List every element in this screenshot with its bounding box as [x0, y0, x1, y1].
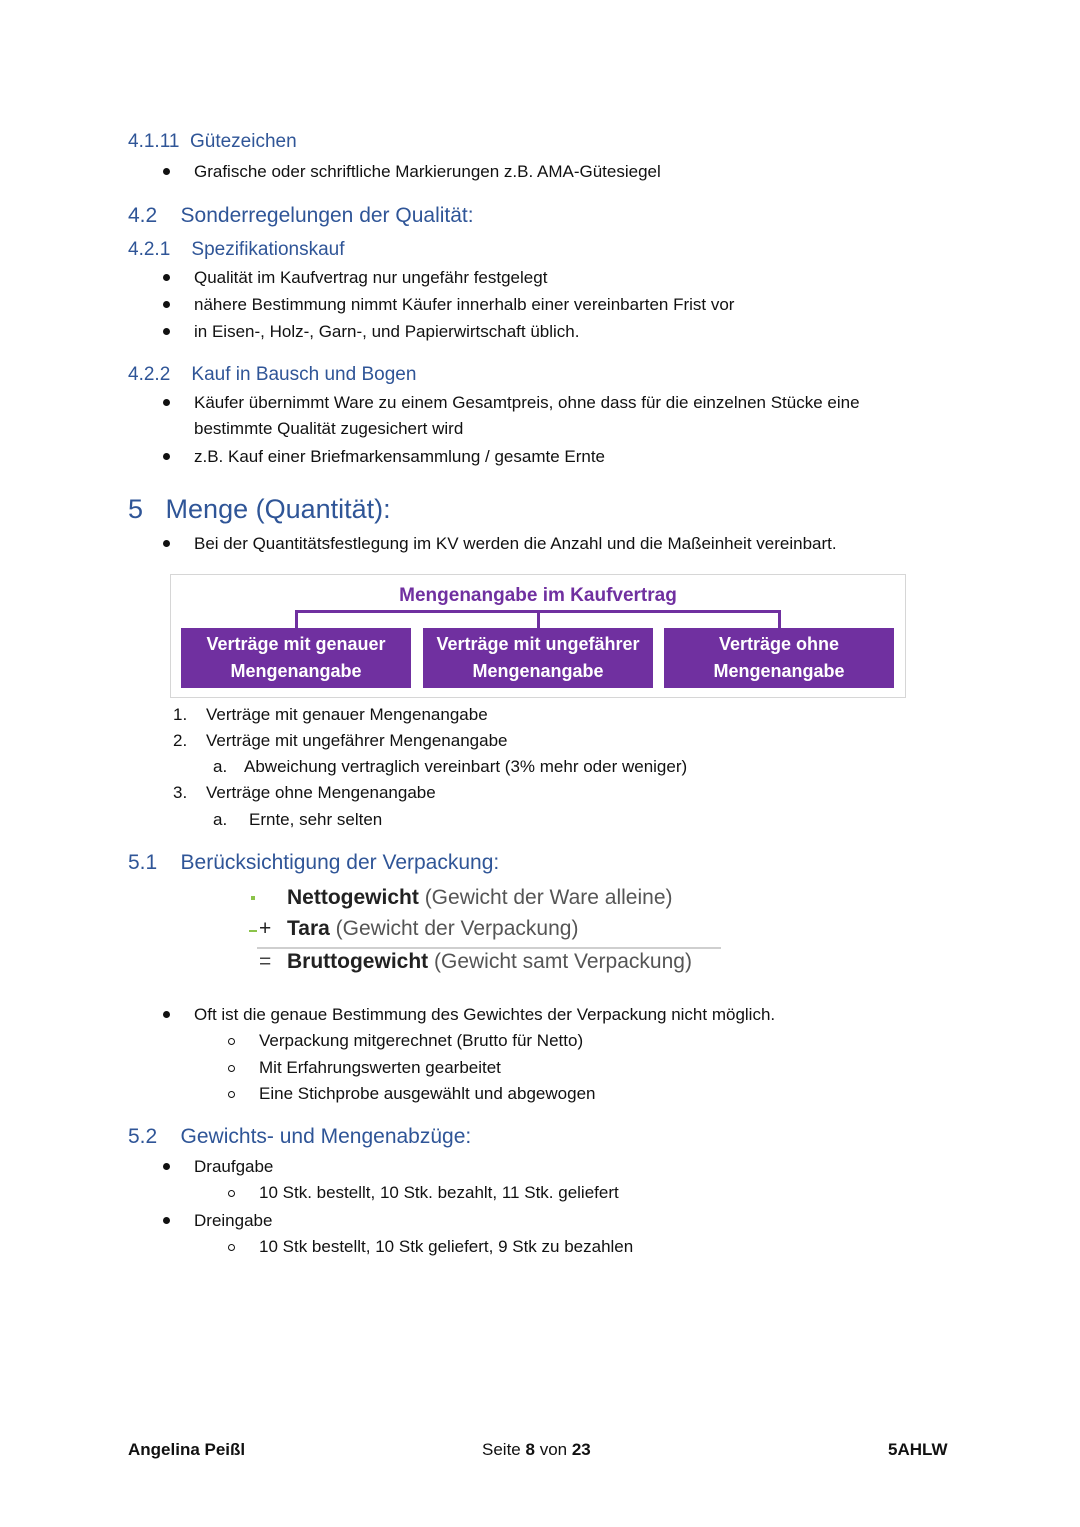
bullet-icon	[163, 1011, 170, 1018]
diagram-box: Verträge mit genauer Mengenangabe	[181, 628, 411, 688]
net-weight-line: Nettogewicht (Gewicht der Ware alleine)	[287, 886, 673, 909]
bullet-text: nähere Bestimmung nimmt Käufer innerhalb einer vereinbarten Frist vor	[194, 295, 735, 314]
quantity-diagram	[170, 574, 906, 698]
circle-bullet-icon	[228, 1190, 235, 1197]
gross-weight-line: Bruttogewicht (Gewicht samt Verpackung)	[287, 950, 692, 973]
bullet-text: Qualität im Kaufvertrag nur ungefähr festgelegt	[194, 268, 548, 287]
tara-line: Tara (Gewicht der Verpackung)	[287, 917, 579, 940]
circle-bullet-icon	[228, 1038, 235, 1045]
bullet-icon	[163, 1163, 170, 1170]
bullet-text: Grafische oder schriftliche Markierungen z.B. AMA-Gütesiegel	[194, 162, 661, 181]
list-item: Abweichung vertraglich vereinbart (3% mehr oder weniger)	[244, 757, 688, 776]
heading-5-2: 5.2 Gewichts- und Mengenabzüge:	[128, 1125, 472, 1148]
bullet-text: Draufgabe	[194, 1157, 274, 1176]
bullet-text: Oft ist die genaue Bestimmung des Gewichtes der Verpackung nicht möglich.	[194, 1005, 776, 1024]
bullet-text: Dreingabe	[194, 1211, 273, 1230]
list-item: Verträge mit genauer Mengenangabe	[206, 705, 488, 724]
list-number: 1.	[173, 705, 188, 724]
list-item: Verträge mit ungefährer Mengenangabe	[206, 731, 508, 750]
circle-bullet-icon	[228, 1244, 235, 1251]
sub-bullet-text: Eine Stichprobe ausgewählt und abgewogen	[259, 1084, 596, 1103]
marker-icon	[249, 930, 257, 932]
equals-sign: =	[259, 950, 272, 973]
list-letter: a.	[213, 757, 228, 776]
sum-divider	[257, 947, 721, 949]
bullet-text: z.B. Kauf einer Briefmarkensammlung / gesamte Ernte	[194, 447, 606, 466]
heading-4-2-2: 4.2.2 Kauf in Bausch und Bogen	[128, 364, 417, 385]
bullet-text: in Eisen-, Holz-, Garn-, und Papierwirtschaft üblich.	[194, 322, 580, 341]
sub-bullet-text: 10 Stk. bestellt, 10 Stk. bezahlt, 11 Stk. geliefert	[259, 1183, 619, 1202]
bullet-icon	[163, 453, 170, 460]
diagram-box: Verträge ohne Mengenangabe	[664, 628, 894, 688]
list-letter: a.	[213, 810, 228, 829]
diagram-box: Verträge mit ungefährer Mengenangabe	[423, 628, 653, 688]
heading-4-1-11: 4.1.11 Gütezeichen	[128, 131, 297, 152]
circle-bullet-icon	[228, 1065, 235, 1072]
heading-4-2-1: 4.2.1 Spezifikationskauf	[128, 239, 345, 260]
bullet-text: Bei der Quantitätsfestlegung im KV werden die Anzahl und die Maßeinheit vereinbart.	[194, 534, 837, 553]
bullet-icon	[163, 274, 170, 281]
heading-5-1: 5.1 Berücksichtigung der Verpackung:	[128, 851, 500, 874]
sub-bullet-text: Verpackung mitgerechnet (Brutto für Netto)	[259, 1031, 584, 1050]
footer-page-number: Seite 8 von 23	[482, 1440, 591, 1459]
list-number: 3.	[173, 783, 188, 802]
heading-4-2: 4.2 Sonderregelungen der Qualität:	[128, 204, 474, 227]
diagram-connector	[778, 610, 781, 628]
bullet-text-continued: bestimmte Qualität zugesichert wird	[194, 419, 464, 438]
diagram-title: Mengenangabe im Kaufvertrag	[399, 585, 677, 606]
footer-author: Angelina Peißl	[128, 1440, 246, 1459]
footer-class: 5AHLW	[888, 1440, 948, 1459]
diagram-connector	[537, 610, 540, 628]
bullet-icon	[163, 328, 170, 335]
plus-sign: +	[259, 917, 272, 940]
diagram-connector	[295, 610, 298, 628]
bullet-icon	[163, 540, 170, 547]
bullet-text: Käufer übernimmt Ware zu einem Gesamtpreis, ohne dass für die einzelnen Stücke eine	[194, 393, 860, 412]
sub-bullet-text: 10 Stk bestellt, 10 Stk geliefert, 9 Stk zu bezahlen	[259, 1237, 634, 1256]
circle-bullet-icon	[228, 1091, 235, 1098]
list-item: Ernte, sehr selten	[249, 810, 383, 829]
heading-5: 5 Menge (Quantität):	[128, 494, 391, 524]
list-item: Verträge ohne Mengenangabe	[206, 783, 436, 802]
marker-icon	[251, 896, 255, 900]
list-number: 2.	[173, 731, 188, 750]
bullet-icon	[163, 1217, 170, 1224]
sub-bullet-text: Mit Erfahrungswerten gearbeitet	[259, 1058, 501, 1077]
bullet-icon	[163, 301, 170, 308]
bullet-icon	[163, 168, 170, 175]
bullet-icon	[163, 399, 170, 406]
